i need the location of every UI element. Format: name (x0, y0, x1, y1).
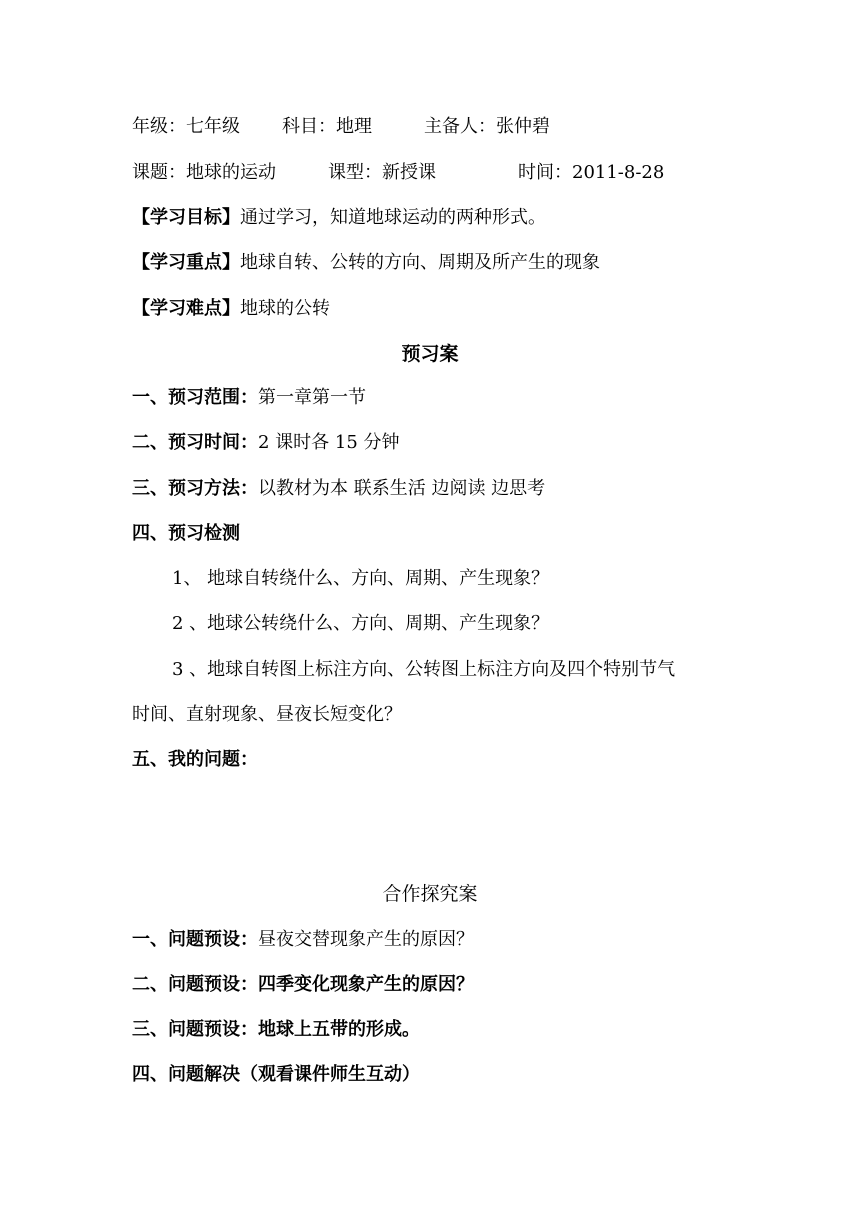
preview-range-label: 一、预习范围： (132, 387, 258, 408)
difficulty-line (132, 296, 330, 322)
cooperative-item-1 (132, 927, 474, 953)
subject-text: 科目：地理 (282, 116, 372, 137)
preview-time-label: 二、预习时间： (132, 432, 258, 453)
difficulty-label: 【学习难点】 (132, 298, 240, 319)
preview-title: 预习案 (401, 343, 459, 365)
key-point-text: 地球自转、公转的方向、周期及所产生的现象 (240, 252, 600, 273)
my-questions-heading: 五、我的问题： (132, 749, 258, 770)
cooperative-item-2 (132, 972, 474, 998)
cooperative-item-2-label: 二、问题预设： (132, 974, 258, 995)
preparer-text: 主备人：张仲碧 (424, 116, 550, 137)
cooperative-item-2-text: 四季变化现象产生的原因？ (258, 974, 474, 995)
preview-question-1: 1、 地球自转绕什么、方向、周期、产生现象？ (172, 568, 550, 589)
preview-range-text: 第一章第一节 (258, 387, 366, 408)
date-text: 时间：2011-8-28 (518, 162, 665, 183)
grade-text: 年级：七年级 (132, 116, 240, 137)
preview-question-3-line-2: 时间、直射现象、昼夜长短变化？ (132, 704, 402, 725)
lesson-type-text: 课型：新授课 (328, 162, 436, 183)
cooperative-item-1-text: 昼夜交替现象产生的原因？ (258, 929, 474, 950)
difficulty-text: 地球的公转 (240, 298, 330, 319)
objective-text: 通过学习，知道地球运动的两种形式。 (240, 207, 546, 228)
topic-text: 课题：地球的运动 (132, 162, 276, 183)
preview-method-text: 以教材为本 联系生活 边阅读 边思考 (258, 478, 546, 499)
preview-question-2: 2 、地球公转绕什么、方向、周期、产生现象？ (172, 613, 550, 634)
preview-question-3-line-1: 3 、地球自转图上标注方向、公转图上标注方向及四个特别节气 (172, 659, 676, 680)
cooperative-item-3-text: 地球上五带的形成。 (258, 1019, 420, 1040)
preview-time-line (132, 430, 400, 456)
key-point-line (132, 250, 600, 276)
cooperative-title: 合作探究案 (382, 883, 478, 905)
header-line-1 (132, 114, 550, 140)
objective-label: 【学习目标】 (132, 207, 240, 228)
preview-method-label: 三、预习方法： (132, 478, 258, 499)
preview-check-heading: 四、预习检测 (132, 523, 240, 544)
header-line-2 (132, 160, 664, 186)
cooperative-item-3-label: 三、问题预设： (132, 1019, 258, 1040)
cooperative-item-4: 四、问题解决（观看课件师生互动） (132, 1064, 420, 1085)
preview-method-line (132, 476, 545, 502)
preview-range-line (132, 385, 366, 411)
objective-line (132, 205, 546, 231)
cooperative-item-1-label: 一、问题预设： (132, 929, 258, 950)
cooperative-item-3 (132, 1017, 420, 1043)
key-point-label: 【学习重点】 (132, 252, 240, 273)
preview-time-text: 2 课时各 15 分钟 (258, 432, 400, 453)
